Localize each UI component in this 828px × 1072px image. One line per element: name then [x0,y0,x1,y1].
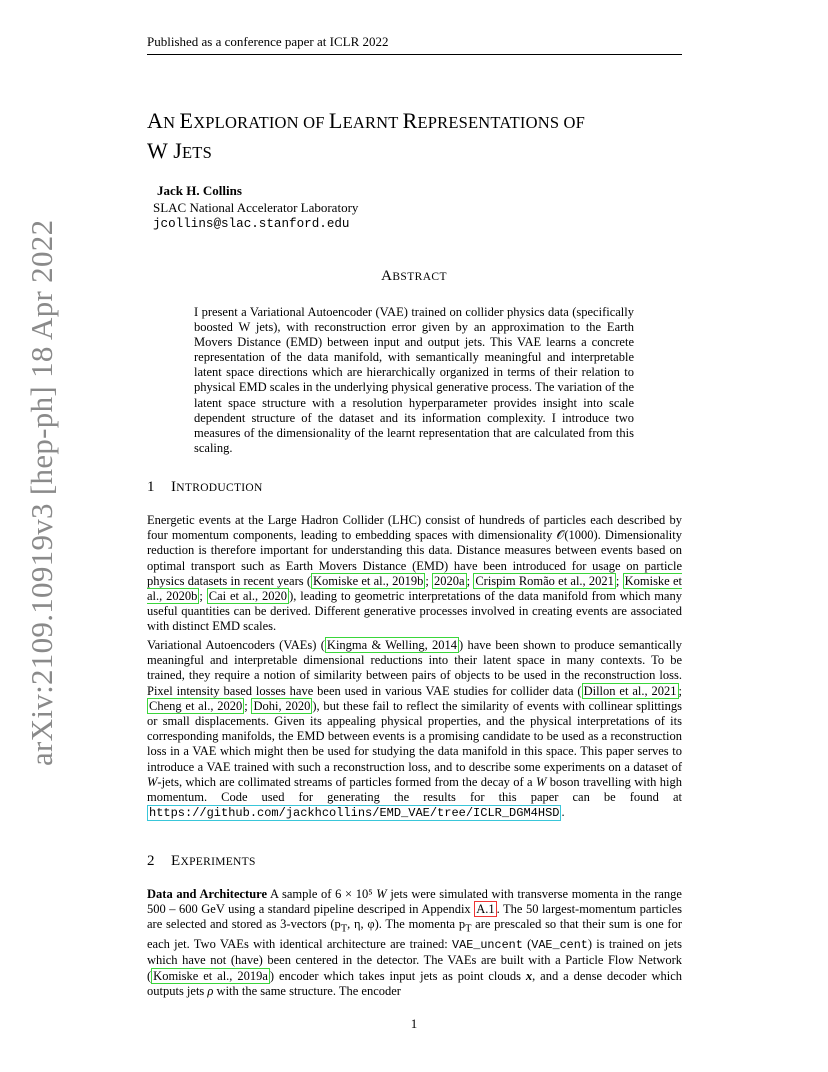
running-header: Published as a conference paper at ICLR 2022 [147,34,682,55]
code-repository-link[interactable]: https://github.com/jackhcollins/EMD_VAE/tree/ICLR_DGM4HSD [149,806,560,821]
experiments-paragraph-1: Data and Architecture A sample of 6 × 10⁵ W jets were simulated with transverse momenta in the range 500 – 600 GeV using a standard pipeline descriped in Appendix A.1 . The 50 largest-momentum particles are selected and stored as 3-vectors ($p_T$, η, φ). The momenta $p_T$ are prescaled so that their sum is one for each jet. Two VAEs with identical architecture are trained: VAE_uncent (VAE_cent) is trained on jets which have not (have) been centered in the detector. The VAEs are built with a Particle Flow Network ( Komiske et al., 2019a ) encoder which takes input jets as point clouds x, and a dense decoder which outputs jets ρ with the same structure. The encoder [147,887,683,998]
citation-link[interactable]: Crispim Romão et al., 2021 [475,573,614,588]
citation-link[interactable]: Komiske et al., 2019a [153,968,268,983]
citation-link[interactable]: Dillon et al., 2021 [583,683,677,698]
citation-link[interactable]: Komiske et al., 2020b [147,573,682,604]
citation-link[interactable]: 2020a [434,573,465,588]
abstract-heading: ABSTRACT [381,268,447,284]
author-affiliation: SLAC National Accelerator Laboratory [153,200,359,215]
citation-link[interactable]: Komiske et al., 2019b [312,573,424,588]
appendix-link[interactable]: A.1 [476,902,495,917]
citation-link[interactable]: Cheng et al., 2020 [149,698,243,713]
intro-paragraph-2: Variational Autoencoders (VAEs) ( Kingma & Welling, 2014 ) have been shown to produce semantically meaningful and interpretable dimensional reductions into their latent space in many contexts. To be trained, they require a notion of similarity between pairs of objects to be used in the reconstruction loss. Pixel intensity based losses have been used in various VAE studies for collider data ( Dillon et al., 2021 ; Cheng et al., 2020 ; Dohi, 2020 ), but these fail to reflect the similarity of events with collinear splittings or small displacements. Given its appealing physical properties, and the physical interpretations of its corresponding manifolds, the EMD between events is a promising candidate to be used as a reconstruction loss in a VAE which might then be used for studying the data manifold in this space. This paper serves to introduce a VAE trained with such a reconstruction loss, and to describe some experiments on a dataset of W-jets, which are collimated streams of particles formed from the decay of a W boson travelling with high momentum. Code used for generating the results for this paper can be found at https://github.com/jackhcollins/EMD_VAE/tree/ICLR_DGM4HSD . [147,638,683,821]
paper-title: AN EXPLORATION OF LEARNT REPRESENTATIONS OF W JETS [147,108,586,163]
author-email[interactable]: jcollins@slac.stanford.edu [153,217,350,231]
author-block [153,182,358,233]
page-number: 1 [410,1016,418,1031]
citation-link[interactable]: Cai et al., 2020 [208,589,288,604]
arxiv-identifier[interactable]: arXiv:2109.10919v3 [hep-ph] 18 Apr 2022 [24,219,59,766]
section-heading-experiments: 2 EXPERIMENTS [147,853,256,869]
section-heading-introduction: 1 INTRODUCTION [147,479,263,495]
citation-link[interactable]: Kingma & Welling, 2014 [326,638,457,652]
abstract-text: I present a Variational Autoencoder (VAE) trained on collider physics data (specifically boosted W jets), with reconstruction error given by an approximation to the Earth Movers Distance (EMD) between input and output jets. This VAE learns a concrete representation of the data manifold, with semantically meaningful and interpretable latent space directions which are hierarchically organized in terms of their relation to physical EMD scales in the underlying physical generative process. The variation of the latent space structure with a resolution hyperparameter provides insight into scale dependent structure of the dataset and its information complexity. I introduce two measures of the dimensionality of the learnt representation that are calculated from this scaling. [194,305,634,455]
citation-link[interactable]: Dohi, 2020 [253,698,311,713]
intro-paragraph-1: Energetic events at the Large Hadron Collider (LHC) consist of hundreds of particles each described by four momentum components, leading to embedding spaces with dimensionality 𝒪(1000). Dimensionality reduction is therefore important for understanding this data. Distance measures between events based on optimal transport such as Earth Movers Distance (EMD) have been introduced for usage on particle physics datasets in recent years ( Komiske et al., 2019b ; 2020a ; Crispim Romão et al., 2021 ; Komiske et al., 2020b ; Cai et al., 2020 ), leading to geometric interpretations of the data manifold from which many useful quantities can be derived. Different generative processes involved in creating events are associated with distinct EMD scales. [147,513,682,634]
author-name: Jack H. Collins [157,183,242,198]
